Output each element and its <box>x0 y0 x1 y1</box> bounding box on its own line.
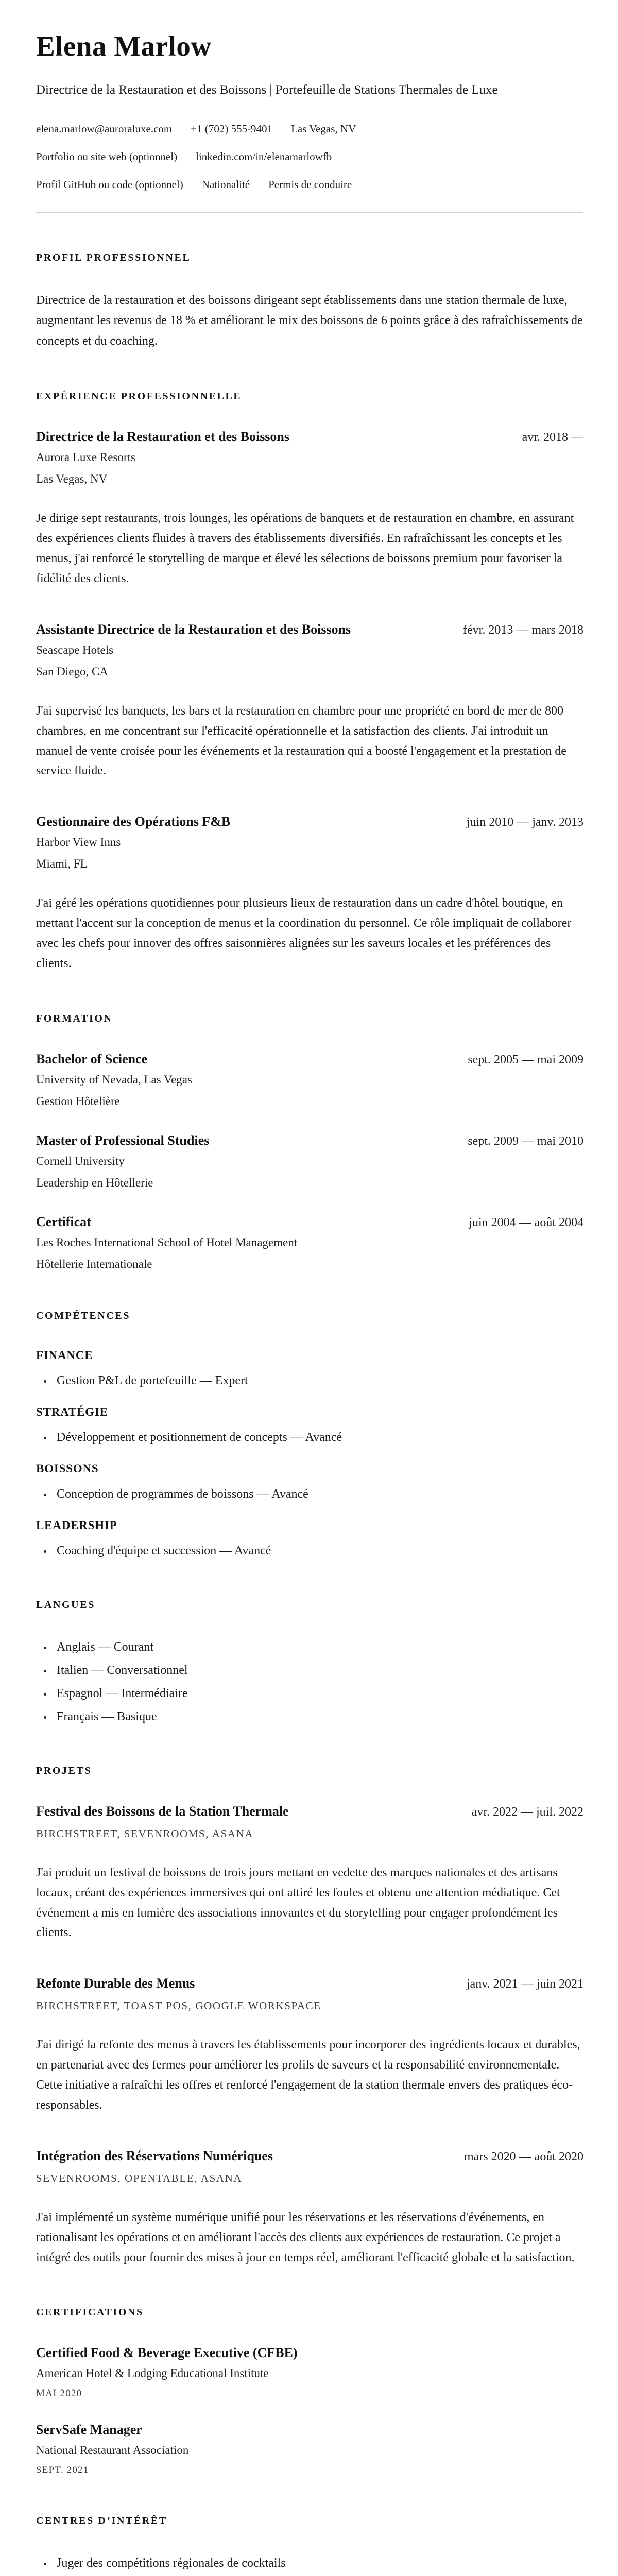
education-dates: sept. 2009 — mai 2010 <box>468 1134 583 1148</box>
contact-phone: +1 (702) 555-9401 <box>191 122 273 135</box>
candidate-title: Directrice de la Restauration et des Boissons | Portefeuille de Stations Thermales de Luxe <box>36 83 498 97</box>
skill-group-name: BOISSONS <box>36 1462 99 1475</box>
profile-heading: PROFIL PROFESSIONNEL <box>36 251 191 263</box>
job-location: San Diego, CA <box>36 665 108 678</box>
language-item: • Français — Basique <box>53 1707 583 1726</box>
certification-date: MAI 2020 <box>36 2388 82 2399</box>
skill-group-boissons <box>36 1462 583 1503</box>
contact-linkedin: linkedin.com/in/elenamarlowfb <box>196 150 332 163</box>
skill-group-name: FINANCE <box>36 1348 93 1362</box>
job-entry <box>36 622 583 782</box>
skill-list <box>36 1428 583 1447</box>
field-of-study: Leadership en Hôtellerie <box>36 1176 153 1189</box>
skill-group-strategie <box>36 1405 583 1447</box>
skill-item: • Développement et positionnement de concepts — Avancé <box>53 1428 583 1447</box>
candidate-name: Elena Marlow <box>36 30 212 62</box>
skill-group-finance <box>36 1349 583 1390</box>
skill-item: • Coaching d'équipe et succession — Avancé <box>53 1541 583 1560</box>
resume-header <box>36 30 583 213</box>
section-interests <box>36 2515 583 2576</box>
degree-title: Master of Professional Studies <box>36 1132 210 1148</box>
job-header <box>36 429 583 445</box>
contact-row-tertiary <box>36 178 583 191</box>
skill-list <box>36 1485 583 1503</box>
field-of-study: Gestion Hôtelière <box>36 1094 120 1108</box>
contact-row-primary <box>36 123 583 135</box>
certification-entry <box>36 2345 583 2399</box>
section-profile <box>36 252 583 352</box>
section-experience <box>36 391 583 974</box>
job-title: Gestionnaire des Opérations F&B <box>36 814 231 829</box>
job-description: Je dirige sept restaurants, trois lounges, les opérations de banquets et de restauration en chambre, en assurant des expériences clients fluides à travers des établissements diversifiés. En rafraîchissant les concepts et les menus, j'ai renforcé le storytelling de marque et élevé les sélections de boissons premium pour favoriser la fidélité des clients. <box>36 512 574 585</box>
field-of-study: Hôtellerie Internationale <box>36 1257 152 1270</box>
project-entry <box>36 1976 583 2115</box>
school-name: Les Roches International School of Hotel Management <box>36 1235 298 1249</box>
job-entry <box>36 429 583 589</box>
job-company: Aurora Luxe Resorts <box>36 451 135 464</box>
education-header <box>36 1052 583 1067</box>
job-title: Assistante Directrice de la Restauration et des Boissons <box>36 621 351 637</box>
degree-title: Bachelor of Science <box>36 1051 148 1066</box>
education-header <box>36 1133 583 1148</box>
education-entry <box>36 1214 583 1271</box>
skill-group-name: LEADERSHIP <box>36 1518 117 1532</box>
section-skills <box>36 1310 583 1560</box>
school-name: Cornell University <box>36 1154 125 1167</box>
project-title: Intégration des Réservations Numériques <box>36 2148 273 2163</box>
certification-title: ServSafe Manager <box>36 2422 142 2437</box>
job-description: J'ai supervisé les banquets, les bars et la restauration en chambre pour une propriété en bord de mer de 800 chambres, en me concentrant sur l'efficacité opérationnelle et la satisfaction des clients. J'ai introduit un manuel de vente croisée pour les événements et la restauration qui a boosté l'engagement et la prestation de service fluide. <box>36 704 566 778</box>
project-dates: janv. 2021 — juin 2021 <box>466 1977 583 1991</box>
education-header <box>36 1214 583 1230</box>
certification-issuer: American Hotel & Lodging Educational Institute <box>36 2367 269 2380</box>
project-tools: BIRCHSTREET, TOAST POS, GOOGLE WORKSPACE <box>36 1999 321 2012</box>
job-location: Las Vegas, NV <box>36 472 108 486</box>
contact-row-secondary <box>36 150 583 163</box>
skill-list <box>36 1541 583 1560</box>
projects-heading: PROJETS <box>36 1765 92 1776</box>
job-company: Seascape Hotels <box>36 643 114 656</box>
section-education <box>36 1013 583 1271</box>
certification-entry <box>36 2422 583 2476</box>
language-item: • Anglais — Courant <box>53 1638 583 1656</box>
project-title: Refonte Durable des Menus <box>36 1976 195 1991</box>
job-description: J'ai géré les opérations quotidiennes pour plusieurs lieux de restauration dans un cadre d'hôtel boutique, en mettant l'accent sur la conception de menus et la coordination du personnel. Ce rôle impliquait de collaborer avec les chefs pour innover des offres saisonnières alignées sur les saveurs locales et les préférences des clients. <box>36 896 572 970</box>
interests-heading: CENTRES D’INTÉRÊT <box>36 2515 167 2527</box>
contact-license-label: Permis de conduire <box>268 178 352 191</box>
job-dates: avr. 2018 — <box>522 431 583 445</box>
job-dates: févr. 2013 — mars 2018 <box>463 623 583 637</box>
contact-location: Las Vegas, NV <box>291 122 356 135</box>
project-entry <box>36 2148 583 2268</box>
job-title: Directrice de la Restauration et des Boissons <box>36 429 290 445</box>
job-entry <box>36 814 583 974</box>
language-list <box>36 1638 583 1726</box>
project-header <box>36 1804 583 1819</box>
languages-heading: LANGUES <box>36 1599 95 1611</box>
contact-portfolio-label: Portfolio ou site web (optionnel) <box>36 150 178 163</box>
experience-heading: EXPÉRIENCE PROFESSIONNELLE <box>36 391 242 402</box>
skill-item: • Conception de programmes de boissons — Avancé <box>53 1485 583 1503</box>
skill-group-name: STRATÉGIE <box>36 1405 108 1418</box>
certification-date: SEPT. 2021 <box>36 2465 89 2476</box>
project-title: Festival des Boissons de la Station Thermale <box>36 1803 289 1819</box>
project-dates: avr. 2022 — juil. 2022 <box>471 1805 583 1819</box>
education-dates: sept. 2005 — mai 2009 <box>468 1053 583 1066</box>
education-heading: FORMATION <box>36 1012 113 1024</box>
contact-email: elena.marlow@auroraluxe.com <box>36 122 173 135</box>
education-entry <box>36 1052 583 1108</box>
job-header <box>36 622 583 637</box>
job-dates: juin 2010 — janv. 2013 <box>466 816 583 829</box>
skill-list <box>36 1371 583 1390</box>
project-entry <box>36 1804 583 1943</box>
project-description: J'ai implémenté un système numérique unifié pour les réservations et les réservations d'événements, en rationalisant les opérations et en améliorant l'accès des clients aux expériences de restauration. Ce projet a intégré des outils pour fournir des mises à jour en temps réel, améliorant l'efficacité globale et la satisfaction. <box>36 2210 575 2264</box>
project-description: J'ai dirigé la refonte des menus à travers les établissements pour incorporer des ingrédients locaux et durables, en partenariat avec des fermes pour améliorer les profils de saveurs et la responsabilité environnementale. Cette initiative a rafraîchi les offres et renforcé l'engagement de la station thermale envers des pratiques éco-responsables. <box>36 2038 580 2112</box>
section-certifications <box>36 2307 583 2476</box>
certifications-heading: CERTIFICATIONS <box>36 2307 144 2318</box>
skill-group-leadership <box>36 1519 583 1560</box>
contact-github-label: Profil GitHub ou code (optionnel) <box>36 178 183 191</box>
section-languages <box>36 1599 583 1726</box>
contact-nationality-label: Nationalité <box>201 178 250 191</box>
project-header <box>36 1976 583 1991</box>
job-header <box>36 814 583 829</box>
language-item: • Italien — Conversationnel <box>53 1661 583 1680</box>
project-tools: BIRCHSTREET, SEVENROOMS, ASANA <box>36 1827 254 1840</box>
job-company: Harbor View Inns <box>36 836 121 849</box>
skills-heading: COMPÉTENCES <box>36 1310 131 1321</box>
certification-issuer: National Restaurant Association <box>36 2444 189 2457</box>
header-divider <box>36 212 583 213</box>
certification-title: Certified Food & Beverage Executive (CFBE) <box>36 2345 298 2361</box>
profile-text: Directrice de la restauration et des boissons dirigeant sept établissements dans une station thermale de luxe, augmentant les revenus de 18 % et améliorant le mix des boissons de 6 points grâce à des rafraîchissements de concepts et du coaching. <box>36 293 583 348</box>
section-projects <box>36 1765 583 2268</box>
education-dates: juin 2004 — août 2004 <box>469 1215 583 1229</box>
school-name: University of Nevada, Las Vegas <box>36 1073 192 1086</box>
interest-item: • Juger des compétitions régionales de cocktails <box>53 2554 583 2572</box>
project-dates: mars 2020 — août 2020 <box>464 2149 583 2163</box>
interest-list <box>36 2554 583 2576</box>
job-location: Miami, FL <box>36 857 88 871</box>
project-header <box>36 2148 583 2164</box>
degree-title: Certificat <box>36 1214 91 1229</box>
skill-item: • Gestion P&L de portefeuille — Expert <box>53 1371 583 1390</box>
language-item: • Espagnol — Intermédiaire <box>53 1684 583 1703</box>
project-tools: SEVENROOMS, OPENTABLE, ASANA <box>36 2172 243 2184</box>
education-entry <box>36 1133 583 1190</box>
project-description: J'ai produit un festival de boissons de trois jours mettant en vedette des marques nationales et des artisans locaux, créant des expériences immersives qui ont attiré les foules et obtenu une attention médiatique. Cet événement a mis en lumière des associations innovantes et du storytelling pour engager profondément les clients. <box>36 1866 560 1940</box>
